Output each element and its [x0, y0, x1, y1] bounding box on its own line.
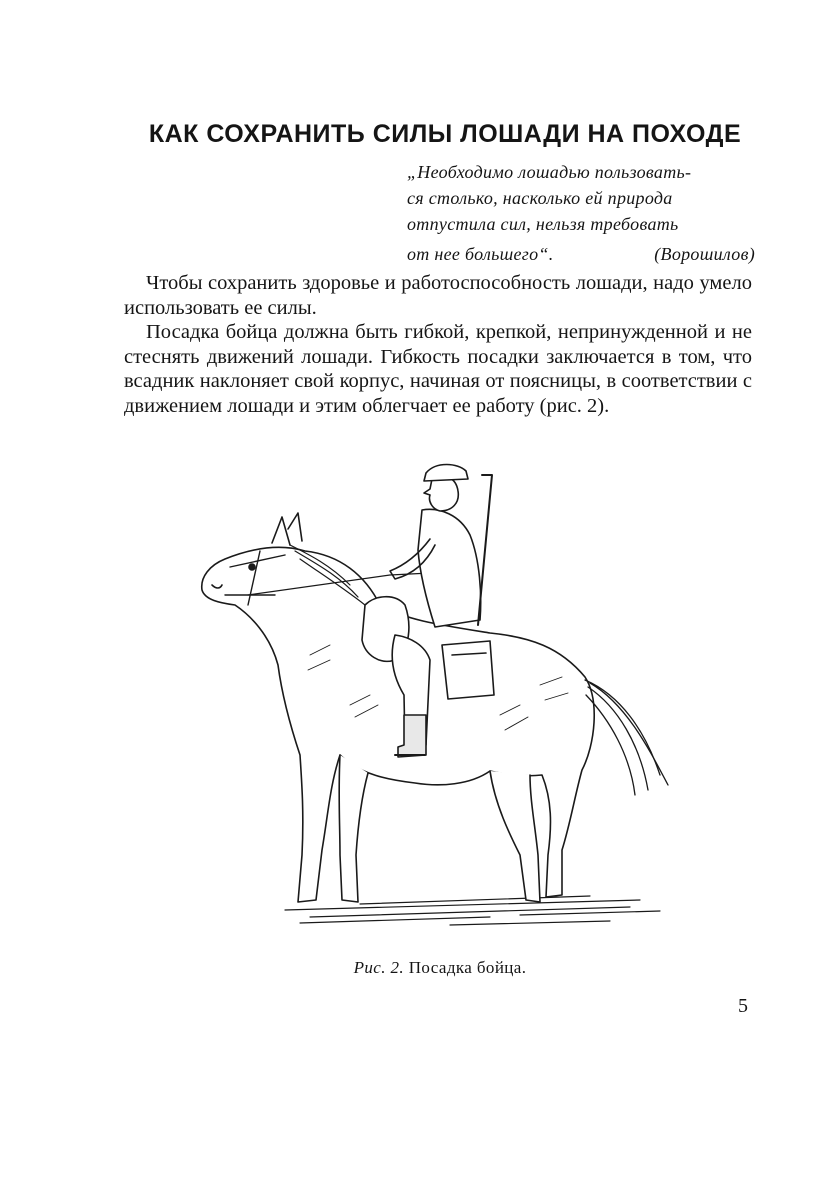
epigraph-author: (Ворошилов)	[654, 244, 755, 264]
paragraph: Посадка бойца должна быть гибкой, крепкой, непринужденной и не стеснять движений лошади. Гибкость посадки заключается в том, что всадник наклоняет свой корпус, начиная от поясницы, в соответствии с движением лошади и этим облегчает ее работу (рис. 2).	[124, 321, 752, 417]
epigraph-line: „Необходимо лошадью пользовать-	[407, 162, 692, 182]
body-text	[124, 271, 752, 419]
ground-shadow	[285, 896, 660, 925]
rider-cap	[424, 465, 468, 482]
rider-torso	[418, 509, 481, 627]
figure-label: Рис. 2.	[353, 958, 405, 977]
figure-rider-on-horse	[190, 455, 680, 955]
figure-caption	[200, 958, 680, 978]
epigraph-line: от нее большего“.	[407, 244, 554, 264]
horse-tail	[585, 680, 668, 795]
epigraph	[407, 159, 755, 267]
front-leg	[339, 755, 368, 902]
rifle	[478, 475, 492, 625]
hind-leg	[490, 771, 540, 902]
figure-caption-text: Посадка бойца.	[408, 958, 527, 977]
epigraph-line: отпустила сил, нельзя требовать	[407, 214, 679, 234]
epigraph-last-row	[407, 237, 755, 267]
paragraph: Чтобы сохранить здоровье и работоспособность лошади, надо умело использовать ее силы.	[124, 272, 752, 319]
page-number: 5	[738, 995, 748, 1017]
page-title: КАК СОХРАНИТЬ СИЛЫ ЛОШАДИ НА ПОХОДЕ	[148, 120, 742, 148]
horse-rider-illustration	[190, 455, 680, 955]
epigraph-line: ся столько, насколько ей природа	[407, 188, 673, 208]
